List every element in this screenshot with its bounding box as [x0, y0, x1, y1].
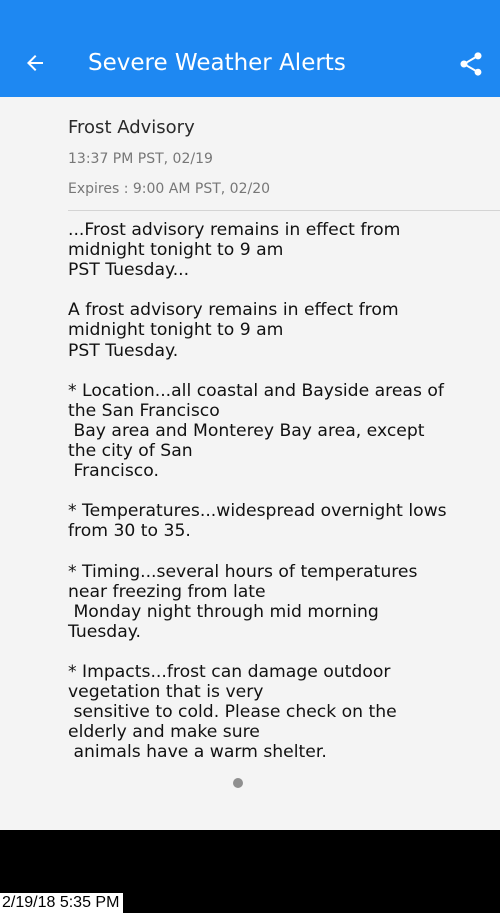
- page-indicator-dot[interactable]: [233, 778, 243, 788]
- alert-issued-time: 13:37 PM PST, 02/19: [68, 151, 213, 167]
- share-icon: [457, 50, 485, 78]
- alert-title: Frost Advisory: [68, 117, 195, 138]
- screenshot-timestamp: 2/19/18 5:35 PM: [0, 893, 123, 913]
- alert-body-text: ...Frost advisory remains in effect from midnight tonight to 9 am PST Tuesday... A frost advisory remains in effect from midnight tonight to 9 am PST Tuesday. * Location...all coastal and Bayside areas of the San Francisco Bay area and Monterey Bay area, except the city of San Francisco. * Temperatures...widespread overnight lows from 30 to 35. * Timing...several hours of temperatures near freezing from late Monday night through mid morning Tuesday. * Impacts...frost can damage outdoor vegetation that is very sensitive to cold. Please check on the elderly and make sure animals have a warm shelter.: [68, 220, 447, 763]
- arrow-left-icon: [23, 51, 47, 75]
- back-button[interactable]: [20, 48, 50, 78]
- share-button[interactable]: [455, 48, 487, 80]
- page-title: Severe Weather Alerts: [88, 50, 346, 76]
- alert-expires-time: Expires : 9:00 AM PST, 02/20: [68, 181, 271, 197]
- alert-detail[interactable]: [0, 97, 500, 830]
- app-bar: [0, 0, 500, 97]
- divider: [68, 210, 500, 211]
